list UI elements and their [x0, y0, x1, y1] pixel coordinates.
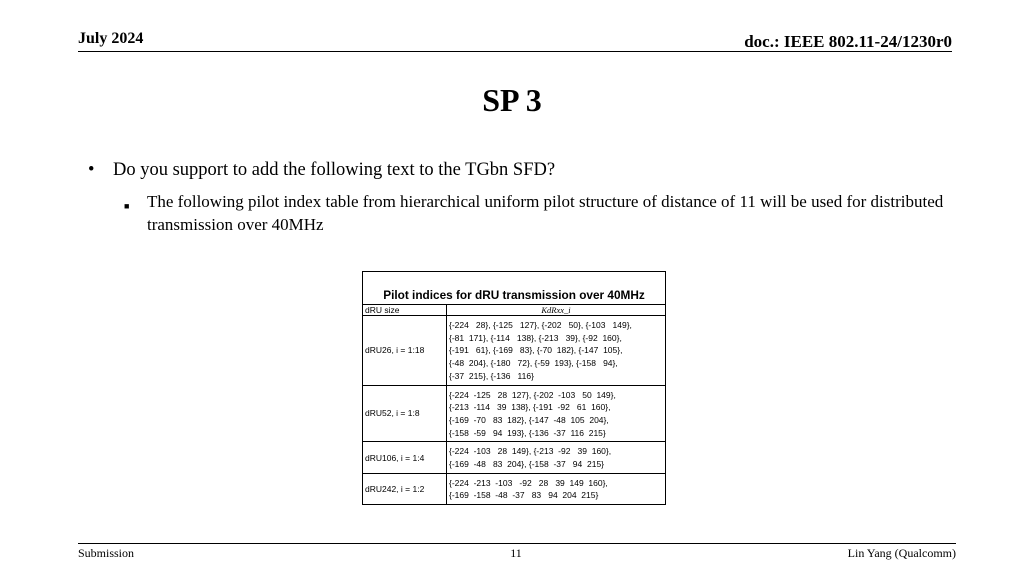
bullet-main: [88, 160, 555, 181]
footer-submission: Submission: [78, 546, 135, 560]
bullet-sub: [124, 190, 944, 236]
bullet-dot-icon: •: [88, 160, 95, 180]
header-date: July 2024: [78, 30, 144, 47]
table-header-size: dRU size: [363, 305, 447, 316]
header-doc-id: doc.: IEEE 802.11-24/1230r0: [744, 32, 952, 51]
table-row: [363, 473, 666, 504]
row-size: dRU26, i = 1:18: [363, 316, 447, 386]
table-row: [363, 442, 666, 473]
table-row: [363, 316, 666, 386]
row-indices: {-224 -125 28 127}, {-202 -103 50 149}, {-213 -114 39 138}, {-191 -92 61 160}, {-169 -70 83 182}, {-147 -48 105 204}, {-158 -59 94 193}, {-136 -37 116 215}: [447, 385, 666, 442]
bullet-main-text: Do you support to add the following text to the TGbn SFD?: [113, 160, 556, 180]
table-header-indices: KdRxx_i: [447, 305, 666, 316]
table-caption: Pilot indices for dRU transmission over 40MHz: [363, 272, 666, 305]
row-size: dRU242, i = 1:2: [363, 473, 447, 504]
row-indices: {-224 28}, {-125 127}, {-202 50}, {-103 149}, {-81 171}, {-114 138}, {-213 39}, {-92 160}, {-191 61}, {-169 83}, {-70 182}, {-147 105}, {-48 204}, {-180 72}, {-59 193}, {-158 94}, {-37 215}, {-136 116}: [447, 316, 666, 386]
slide-title: SP 3: [482, 82, 542, 118]
header-divider: [78, 51, 952, 52]
bullet-sub-text: The following pilot index table from hierarchical uniform pilot structure of distance of 11 will be used for distributed transmission over 40MHz: [147, 192, 944, 234]
row-size: dRU52, i = 1:8: [363, 385, 447, 442]
pilot-index-table: [362, 271, 666, 505]
row-size: dRU106, i = 1:4: [363, 442, 447, 473]
footer-page-number: 11: [510, 546, 522, 560]
row-indices: {-224 -213 -103 -92 28 39 149 160}, {-169 -158 -48 -37 83 94 204 215}: [447, 473, 666, 504]
bullet-square-icon: ■: [124, 201, 130, 211]
row-indices: {-224 -103 28 149}, {-213 -92 39 160}, {-169 -48 83 204}, {-158 -37 94 215}: [447, 442, 666, 473]
table-row: [363, 385, 666, 442]
footer-divider: [78, 543, 956, 544]
footer-author: Lin Yang (Qualcomm): [847, 546, 956, 560]
